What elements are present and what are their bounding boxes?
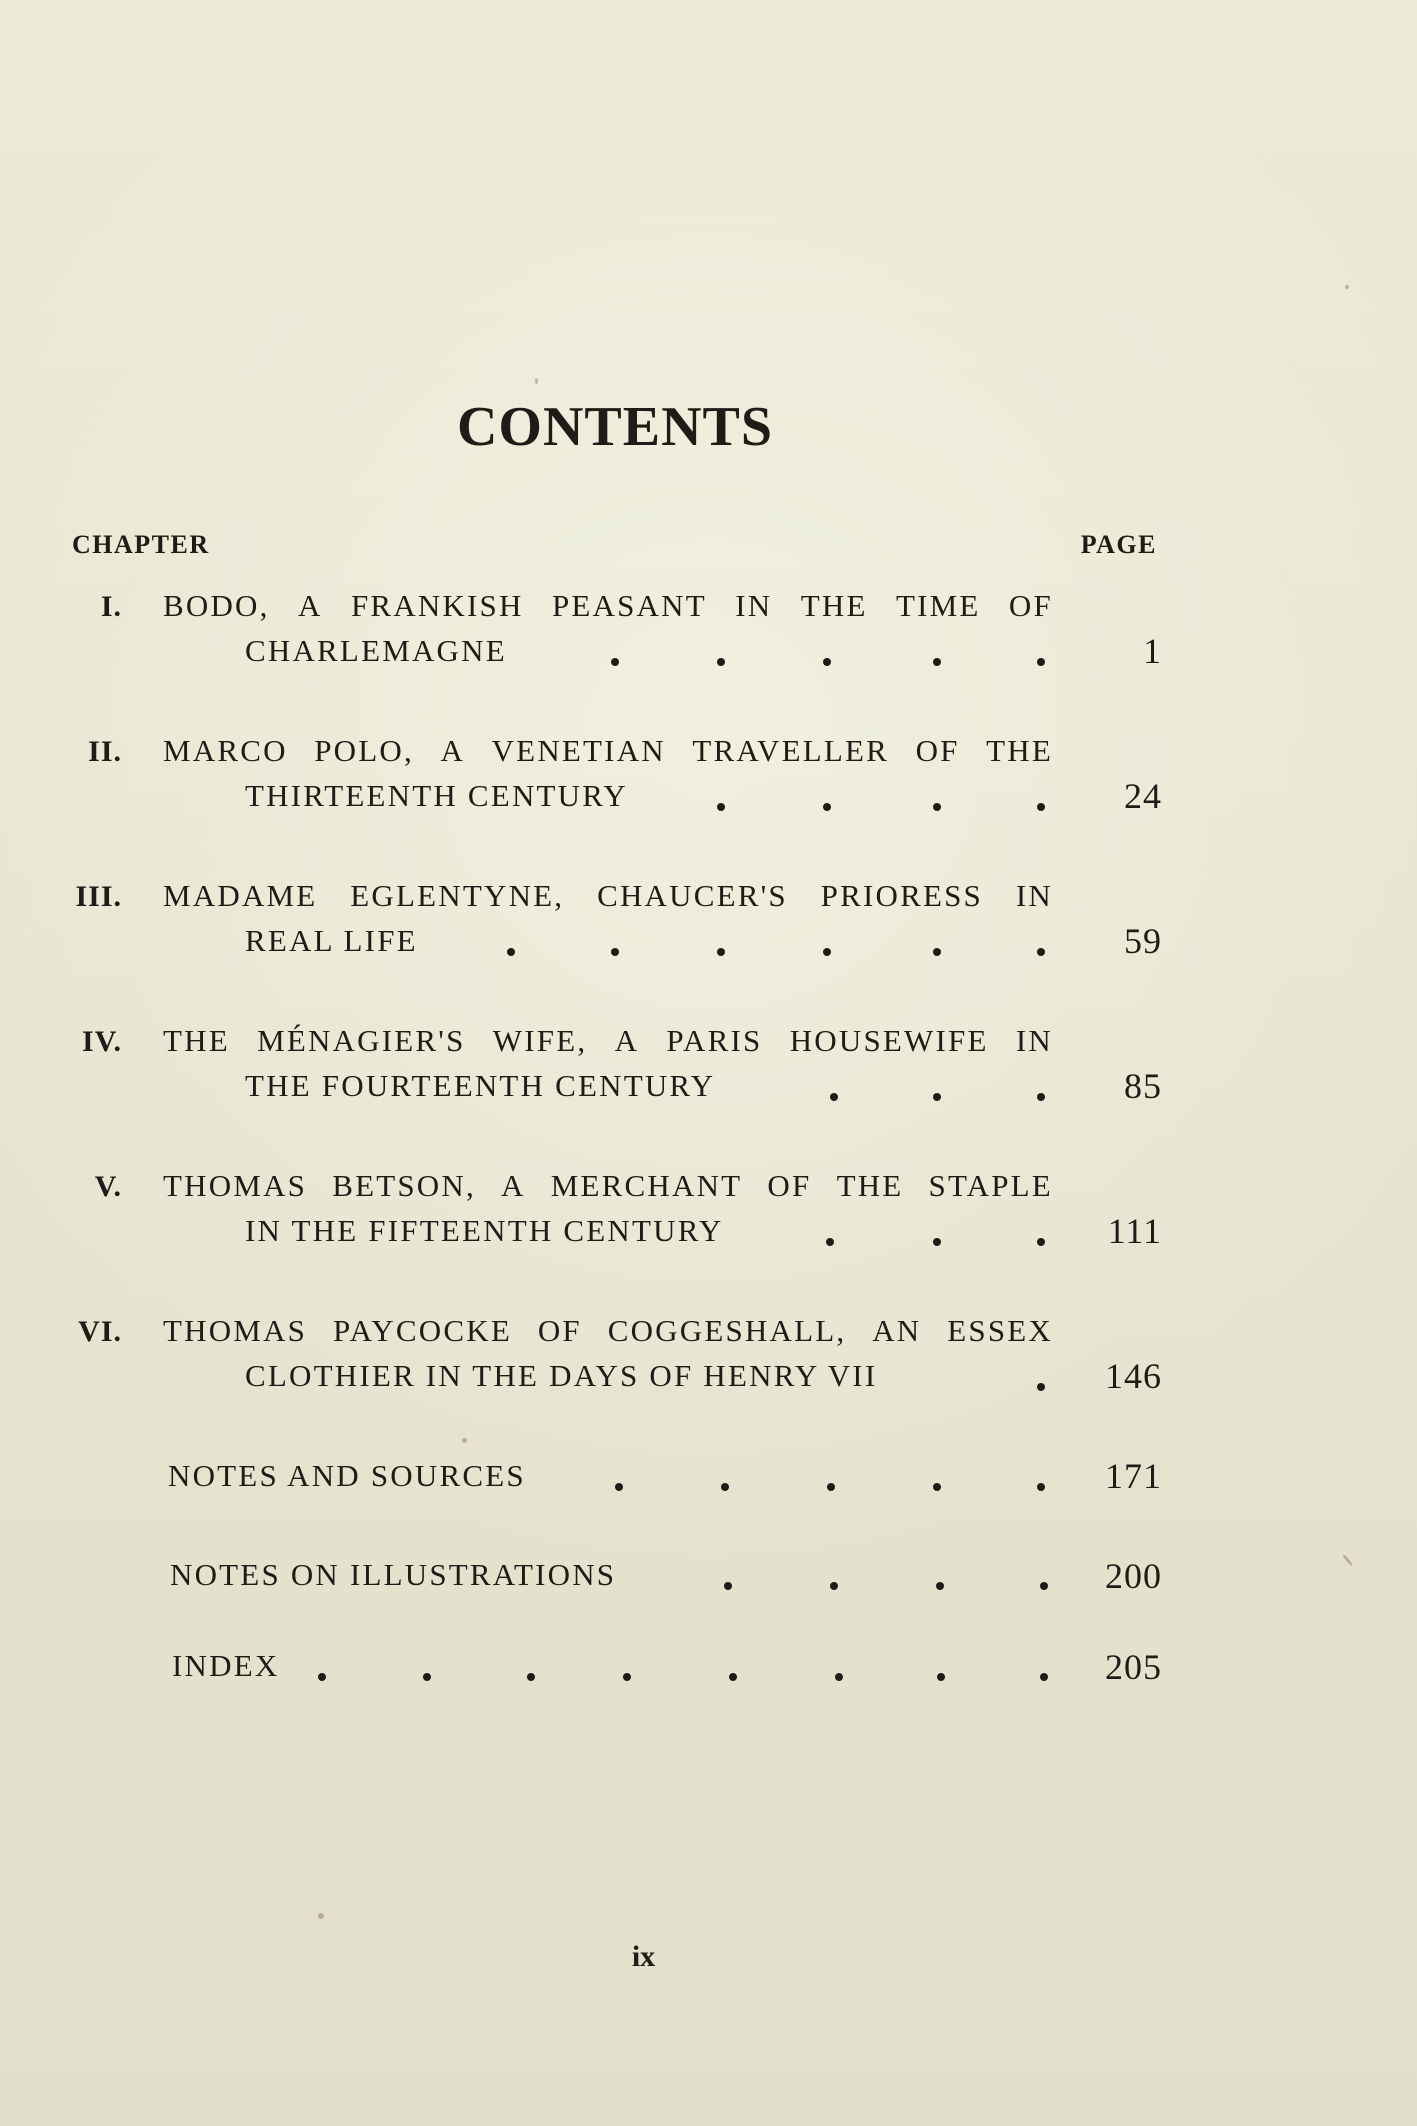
chapter-column-header: CHAPTER (72, 530, 210, 559)
page-column-header: PAGE (1080, 530, 1157, 559)
leader-dot (611, 948, 619, 956)
page-number: 146 (1105, 1356, 1162, 1396)
chapter-number: III. (75, 880, 122, 913)
leader-dot (318, 1673, 326, 1681)
entry-title: NOTES AND SOURCES (168, 1458, 526, 1493)
folio-page-number: ix (631, 1940, 656, 1973)
entry-title-line1: THOMAS BETSON, A MERCHANT OF THE STAPLE (163, 1168, 1053, 1203)
leader-dot (1040, 1673, 1048, 1681)
entry-title-line2: THIRTEENTH CENTURY (245, 778, 629, 813)
leader-dot (827, 1483, 835, 1491)
leader-dot (527, 1673, 535, 1681)
leader-dot (717, 658, 725, 666)
paper-speck (318, 1913, 324, 1919)
leader-dot (729, 1673, 737, 1681)
entry-title: INDEX (172, 1648, 280, 1683)
leader-dot (933, 658, 941, 666)
chapter-number: VI. (78, 1315, 122, 1348)
page-number: 205 (1105, 1647, 1162, 1687)
leader-dot (717, 803, 725, 811)
leader-dot (933, 948, 941, 956)
leader-dot (823, 803, 831, 811)
page-number: 171 (1105, 1456, 1162, 1496)
chapter-number: V. (94, 1170, 122, 1203)
leader-dot (823, 658, 831, 666)
page-number: 85 (1124, 1066, 1162, 1106)
page-number: 200 (1105, 1556, 1162, 1596)
leader-dot (835, 1673, 843, 1681)
entry-title-line1: BODO, A FRANKISH PEASANT IN THE TIME OF (163, 588, 1053, 623)
leader-dot (933, 803, 941, 811)
leader-dot (936, 1582, 944, 1590)
leader-dot (423, 1673, 431, 1681)
leader-dot (937, 1673, 945, 1681)
page-number: 111 (1107, 1211, 1162, 1251)
paper-speck (462, 1438, 467, 1443)
leader-dot (1040, 1582, 1048, 1590)
leader-dot (611, 658, 619, 666)
leader-dot (1037, 1483, 1045, 1491)
leader-dot (721, 1483, 729, 1491)
entry-title-line1: MARCO POLO, A VENETIAN TRAVELLER OF THE (163, 733, 1053, 768)
leader-dot (1037, 803, 1045, 811)
entry-title-line1: THE MÉNAGIER'S WIFE, A PARIS HOUSEWIFE IN (163, 1023, 1053, 1058)
entry-title-line2: CHARLEMAGNE (245, 633, 507, 668)
leader-dot (1037, 1383, 1045, 1391)
entry-title: NOTES ON ILLUSTRATIONS (170, 1557, 617, 1592)
entry-title-line1: MADAME EGLENTYNE, CHAUCER'S PRIORESS IN (163, 878, 1053, 913)
paper-speck (1345, 285, 1349, 289)
page-number: 1 (1143, 631, 1162, 671)
leader-dot (830, 1582, 838, 1590)
leader-dot (826, 1238, 834, 1246)
paper-speck (1342, 1554, 1353, 1567)
leader-dot (1037, 1093, 1045, 1101)
leader-dot (933, 1238, 941, 1246)
leader-dot (823, 948, 831, 956)
chapter-number: I. (100, 590, 122, 623)
leader-dot (717, 948, 725, 956)
leader-dot (724, 1582, 732, 1590)
leader-dot (1037, 658, 1045, 666)
leader-dot (615, 1483, 623, 1491)
leader-dot (623, 1673, 631, 1681)
paper-speck (535, 378, 538, 384)
entry-title-line2: REAL LIFE (245, 923, 418, 958)
entry-title-line2: CLOTHIER IN THE DAYS OF HENRY VII (245, 1358, 878, 1393)
entry-title-line1: THOMAS PAYCOCKE OF COGGESHALL, AN ESSEX (163, 1313, 1053, 1348)
leader-dot (507, 948, 515, 956)
chapter-number: IV. (82, 1025, 122, 1058)
page-number: 59 (1124, 921, 1162, 961)
leader-dot (1037, 948, 1045, 956)
leader-dot (830, 1093, 838, 1101)
page-number: 24 (1124, 776, 1162, 816)
chapter-number: II. (88, 735, 122, 768)
page-title: CONTENTS (456, 396, 774, 458)
leader-dot (933, 1483, 941, 1491)
leader-dot (933, 1093, 941, 1101)
entry-title-line2: THE FOURTEENTH CENTURY (245, 1068, 716, 1103)
leader-dot (1037, 1238, 1045, 1246)
entry-title-line2: IN THE FIFTEENTH CENTURY (245, 1213, 724, 1248)
